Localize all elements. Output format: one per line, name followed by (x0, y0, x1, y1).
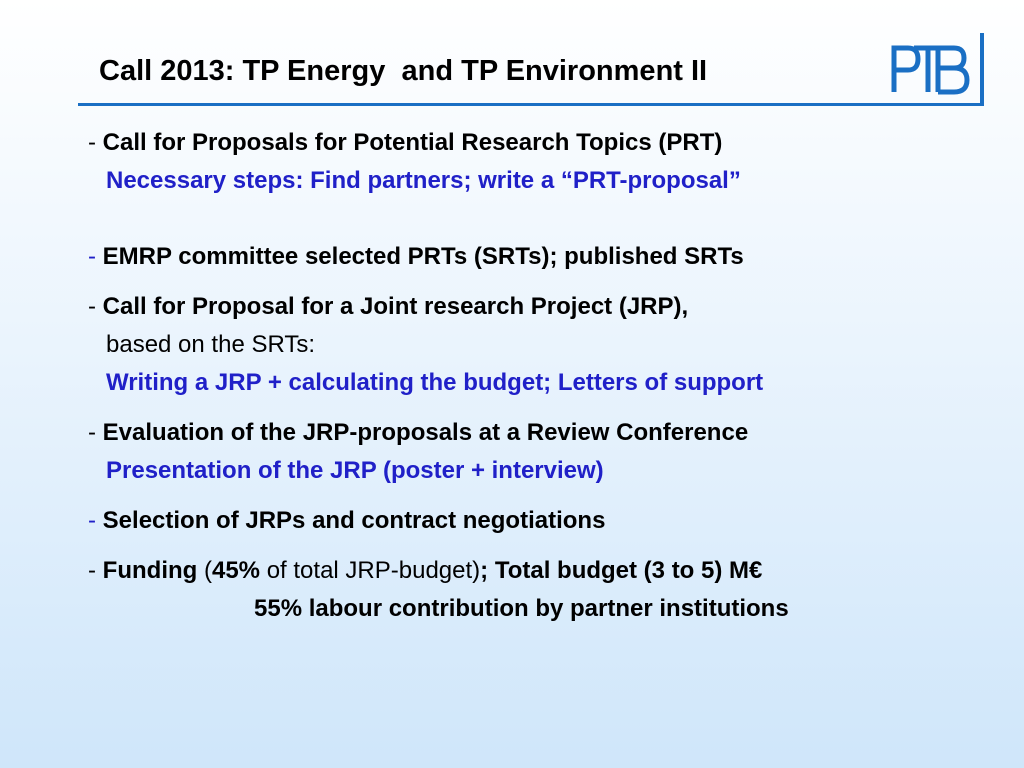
list-item (88, 414, 1008, 490)
item-subline: Presentation of the JRP (poster + interview) (106, 457, 604, 484)
item-plain-line: based on the SRTs: (106, 331, 316, 358)
list-item (88, 124, 1008, 200)
item-subline: Writing a JRP + calculating the budget; Letters of support (106, 369, 764, 396)
ptb-logo (888, 40, 972, 105)
list-item-funding (88, 552, 1008, 628)
funding-percent: 45% (211, 557, 261, 584)
item-dash: - (88, 557, 103, 584)
item-dash: - (88, 243, 103, 270)
ptb-logo-icon (888, 40, 972, 100)
slide-body (88, 124, 1008, 628)
item-heading: Call for Proposal for a Joint research Project (JRP), (102, 293, 689, 320)
item-dash: - (88, 419, 103, 446)
funding-label: Funding (102, 557, 198, 584)
slide-title: Call 2013: TP Energy and TP Environment II (99, 55, 708, 87)
logo-divider (980, 33, 984, 106)
funding-of-total: of total JRP-budget) (260, 557, 481, 584)
item-dash: - (88, 507, 103, 534)
item-heading: Selection of JRPs and contract negotiations (102, 507, 606, 534)
item-heading: EMRP committee selected PRTs (SRTs); published SRTs (102, 243, 744, 270)
item-heading: Evaluation of the JRP-proposals at a Review Conference (102, 419, 749, 446)
title-underline (78, 103, 984, 106)
funding-open: ( (197, 557, 212, 584)
list-item (88, 238, 1008, 276)
funding-total-budget: ; Total budget (3 to 5) M€ (480, 557, 763, 584)
item-dash: - (88, 129, 103, 156)
item-subline: Necessary steps: Find partners; write a “PRT-proposal” (106, 167, 741, 194)
funding-labour-line: 55% labour contribution by partner institutions (254, 595, 789, 622)
list-item (88, 502, 1008, 540)
list-item (88, 288, 1008, 402)
item-heading: Call for Proposals for Potential Research Topics (PRT) (102, 129, 723, 156)
item-dash: - (88, 293, 103, 320)
